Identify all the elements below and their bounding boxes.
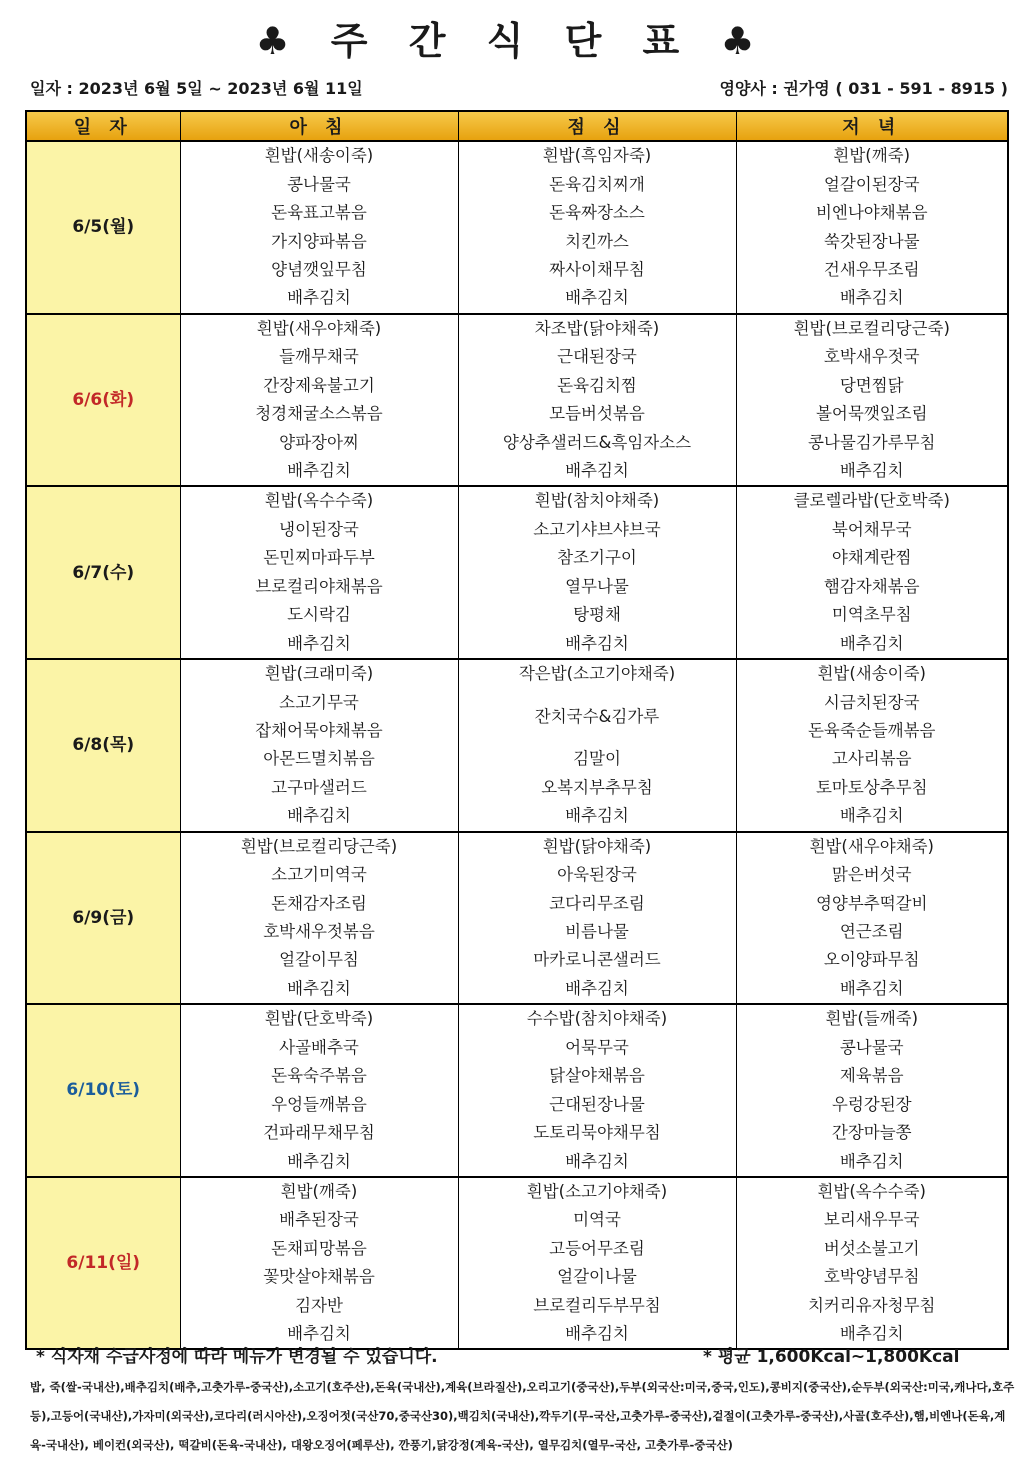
breakfast-item: 흰밥(새우야채죽) [180, 314, 458, 343]
dinner-item: 우렁강된장 [736, 1090, 1008, 1118]
breakfast-item: 배추된장국 [180, 1206, 458, 1234]
lunch-item: 돈육김치찜 [458, 372, 736, 400]
table-row [26, 832, 1008, 861]
dinner-item: 치커리유자청무침 [736, 1292, 1008, 1320]
dinner-item: 흰밥(옥수수죽) [736, 1177, 1008, 1206]
lunch-item: 양상추샐러드&흑임자소스 [458, 428, 736, 456]
lunch-item: 열무나물 [458, 573, 736, 601]
dinner-item: 오이양파무침 [736, 946, 1008, 974]
date-cell: 6/9(금) [26, 832, 180, 1005]
lunch-item: 배추김치 [458, 1320, 736, 1349]
lunch-item: 흰밥(소고기야채죽) [458, 1177, 736, 1206]
dinner-item: 간장마늘쫑 [736, 1119, 1008, 1147]
date-cell: 6/8(목) [26, 659, 180, 832]
lunch-item: 미역국 [458, 1206, 736, 1234]
breakfast-item: 양념깻잎무침 [180, 256, 458, 284]
breakfast-item: 가지양파볶음 [180, 227, 458, 255]
table-row [26, 486, 1008, 515]
date-cell: 6/7(수) [26, 486, 180, 659]
lunch-item: 참조기구이 [458, 544, 736, 572]
dinner-item: 배추김치 [736, 284, 1008, 313]
dinner-item: 건새우무조림 [736, 256, 1008, 284]
breakfast-item: 아몬드멸치볶음 [180, 745, 458, 773]
table-row [26, 141, 1008, 170]
dinner-item: 시금치된장국 [736, 688, 1008, 716]
header-row [26, 111, 1008, 141]
change-notice: * 식자재 수급사정에 따라 메뉴가 변경될 수 있습니다. [36, 1347, 438, 1367]
lunch-item: 닭살야채볶음 [458, 1062, 736, 1090]
dinner-item: 제육볶음 [736, 1062, 1008, 1090]
lunch-item: 근대된장나물 [458, 1090, 736, 1118]
breakfast-item: 돈민찌마파두부 [180, 544, 458, 572]
dinner-item: 콩나물국 [736, 1034, 1008, 1062]
breakfast-item: 배추김치 [180, 629, 458, 658]
breakfast-item: 배추김치 [180, 1147, 458, 1176]
breakfast-item: 청경채굴소스볶음 [180, 400, 458, 428]
dinner-item: 콩나물김가루무침 [736, 428, 1008, 456]
lunch-item: 근대된장국 [458, 343, 736, 371]
breakfast-item: 흰밥(새송이죽) [180, 141, 458, 170]
dinner-item: 비엔나야채볶음 [736, 199, 1008, 227]
breakfast-item: 배추김치 [180, 802, 458, 831]
breakfast-item: 흰밥(크래미죽) [180, 659, 458, 688]
lunch-item: 배추김치 [458, 629, 736, 658]
calorie-notice: * 평균 1,600Kcal~1,800Kcal [703, 1347, 960, 1367]
breakfast-item: 돈육표고볶음 [180, 199, 458, 227]
breakfast-item: 냉이된장국 [180, 516, 458, 544]
dinner-item: 배추김치 [736, 629, 1008, 658]
dinner-item: 흰밥(새우야채죽) [736, 832, 1008, 861]
dinner-item: 배추김치 [736, 975, 1008, 1004]
lunch-item: 배추김치 [458, 284, 736, 313]
lunch-item: 배추김치 [458, 975, 736, 1004]
table-row [26, 1004, 1008, 1033]
lunch-item: 도토리묵야채무침 [458, 1119, 736, 1147]
lunch-item: 흰밥(흑임자죽) [458, 141, 736, 170]
lunch-item: 소고기샤브샤브국 [458, 516, 736, 544]
page-title: ♣ 주 간 식 단 표 ♣ [255, 19, 769, 63]
dinner-item: 배추김치 [736, 457, 1008, 486]
breakfast-item: 건파래무채무침 [180, 1119, 458, 1147]
lunch-item: 흰밥(참치야채죽) [458, 486, 736, 515]
dinner-item: 당면찜닭 [736, 372, 1008, 400]
header-date: 일 자 [26, 111, 180, 141]
lunch-item: 짜사이채무침 [458, 256, 736, 284]
breakfast-item: 배추김치 [180, 284, 458, 313]
breakfast-item: 배추김치 [180, 1320, 458, 1349]
lunch-item: 브로컬리두부무침 [458, 1292, 736, 1320]
lunch-item: 배추김치 [458, 802, 736, 831]
dinner-item: 돈육죽순들깨볶음 [736, 717, 1008, 745]
lunch-item: 배추김치 [458, 1147, 736, 1176]
date-cell: 6/10(토) [26, 1004, 180, 1177]
breakfast-item: 양파장아찌 [180, 428, 458, 456]
header-breakfast: 아 침 [180, 111, 458, 141]
date-cell: 6/5(월) [26, 141, 180, 314]
lunch-item: 돈육김치찌개 [458, 170, 736, 198]
dinner-item: 배추김치 [736, 1147, 1008, 1176]
lunch-item: 아욱된장국 [458, 861, 736, 889]
weekly-menu-table [25, 110, 1009, 1350]
dinner-item: 클로렐라밥(단호박죽) [736, 486, 1008, 515]
lunch-item: 얼갈이나물 [458, 1263, 736, 1291]
dinner-item: 흰밥(새송이죽) [736, 659, 1008, 688]
lunch-item: 치킨까스 [458, 227, 736, 255]
lunch-item: 오복지부추무침 [458, 774, 736, 802]
period-label: 일자 : 2023년 6월 5일 ~ 2023년 6월 11일 [30, 79, 363, 98]
breakfast-item: 김자반 [180, 1292, 458, 1320]
dinner-item: 얼갈이된장국 [736, 170, 1008, 198]
dinner-item: 쑥갓된장나물 [736, 227, 1008, 255]
dinner-item: 호박양념무침 [736, 1263, 1008, 1291]
breakfast-item: 꽃맛살야채볶음 [180, 1263, 458, 1291]
dinner-item: 버섯소불고기 [736, 1235, 1008, 1263]
origin-info: 밥, 죽(쌀-국내산),배추김치(배추,고춧가루-중국산),소고기(호주산),돈육(국내산),계육(브라질산),오리고기(중국산),두부(외국산:미국,중국,인도),콩비지(중국산),순두부(외국산:미국,캐나다,호주등),고등어(국내산),가자미(외국산),코다리(러시아산),오징어젓(국산70,중국산30),백김치(국내산),깍두기(무-국산,고춧가루-중국산),겉절이(고춧가루-중국산),사골(호주산),햄,비엔나(돈육,계육-국내산), 베이컨(외국산), 떡갈비(돈육-국내산), 대왕오징어(페루산), 깐풍기,닭강정(계육-국산), 열무김치(열무-국산, 고춧가루-중국산) [30, 1380, 1015, 1452]
dinner-item: 미역초무침 [736, 601, 1008, 629]
lunch-item: 작은밥(소고기야채죽) [458, 659, 736, 688]
dinner-item: 보리새우무국 [736, 1206, 1008, 1234]
lunch-item: 돈육짜장소스 [458, 199, 736, 227]
breakfast-item: 소고기무국 [180, 688, 458, 716]
lunch-item: 차조밥(닭야채죽) [458, 314, 736, 343]
dinner-item: 배추김치 [736, 802, 1008, 831]
dinner-item: 흰밥(깨죽) [736, 141, 1008, 170]
table-row [26, 1177, 1008, 1206]
breakfast-item: 들깨무채국 [180, 343, 458, 371]
header-dinner: 저 녁 [736, 111, 1008, 141]
dinner-item: 호박새우젓국 [736, 343, 1008, 371]
dinner-item: 북어채무국 [736, 516, 1008, 544]
dinner-item: 고사리볶음 [736, 745, 1008, 773]
lunch-item: 고등어무조림 [458, 1235, 736, 1263]
breakfast-item: 간장제육불고기 [180, 372, 458, 400]
breakfast-item: 돈채피망볶음 [180, 1235, 458, 1263]
breakfast-item: 돈육숙주볶음 [180, 1062, 458, 1090]
breakfast-item: 흰밥(브로컬리당근죽) [180, 832, 458, 861]
lunch-item: 비름나물 [458, 918, 736, 946]
dinner-item: 흰밥(브로컬리당근죽) [736, 314, 1008, 343]
menu-body [26, 141, 1008, 1349]
lunch-item: 마카로니콘샐러드 [458, 946, 736, 974]
lunch-item: 김말이 [458, 745, 736, 773]
dinner-item: 햄감자채볶음 [736, 573, 1008, 601]
breakfast-item: 콩나물국 [180, 170, 458, 198]
dinner-item: 야채계란찜 [736, 544, 1008, 572]
header-lunch: 점 심 [458, 111, 736, 141]
breakfast-item: 흰밥(옥수수죽) [180, 486, 458, 515]
table-row [26, 659, 1008, 688]
breakfast-item: 호박새우젓볶음 [180, 918, 458, 946]
breakfast-item: 소고기미역국 [180, 861, 458, 889]
breakfast-item: 흰밥(깨죽) [180, 1177, 458, 1206]
lunch-item: 잔치국수&김가루 [458, 688, 736, 745]
dinner-item: 맑은버섯국 [736, 861, 1008, 889]
lunch-item: 코다리무조림 [458, 889, 736, 917]
dinner-item: 흰밥(들깨죽) [736, 1004, 1008, 1033]
breakfast-item: 흰밥(단호박죽) [180, 1004, 458, 1033]
lunch-item: 흰밥(닭야채죽) [458, 832, 736, 861]
table-row [26, 314, 1008, 343]
breakfast-item: 배추김치 [180, 975, 458, 1004]
date-cell: 6/11(일) [26, 1177, 180, 1350]
date-cell: 6/6(화) [26, 314, 180, 487]
breakfast-item: 잡채어묵야채볶음 [180, 717, 458, 745]
breakfast-item: 사골배추국 [180, 1034, 458, 1062]
lunch-item: 배추김치 [458, 457, 736, 486]
breakfast-item: 우엉들깨볶음 [180, 1090, 458, 1118]
breakfast-item: 도시락김 [180, 601, 458, 629]
dinner-item: 배추김치 [736, 1320, 1008, 1349]
dietitian-label: 영양사 : 권가영 ( 031 - 591 - 8915 ) [719, 79, 1008, 98]
breakfast-item: 얼갈이무침 [180, 946, 458, 974]
lunch-item: 어묵무국 [458, 1034, 736, 1062]
dinner-item: 토마토상추무침 [736, 774, 1008, 802]
lunch-item: 모듬버섯볶음 [458, 400, 736, 428]
lunch-item: 수수밥(참치야채죽) [458, 1004, 736, 1033]
dinner-item: 연근조림 [736, 918, 1008, 946]
dinner-item: 볼어묵깻잎조림 [736, 400, 1008, 428]
breakfast-item: 브로컬리야채볶음 [180, 573, 458, 601]
lunch-item: 탕평채 [458, 601, 736, 629]
dinner-item: 영양부추떡갈비 [736, 889, 1008, 917]
breakfast-item: 돈채감자조림 [180, 889, 458, 917]
breakfast-item: 고구마샐러드 [180, 774, 458, 802]
breakfast-item: 배추김치 [180, 457, 458, 486]
